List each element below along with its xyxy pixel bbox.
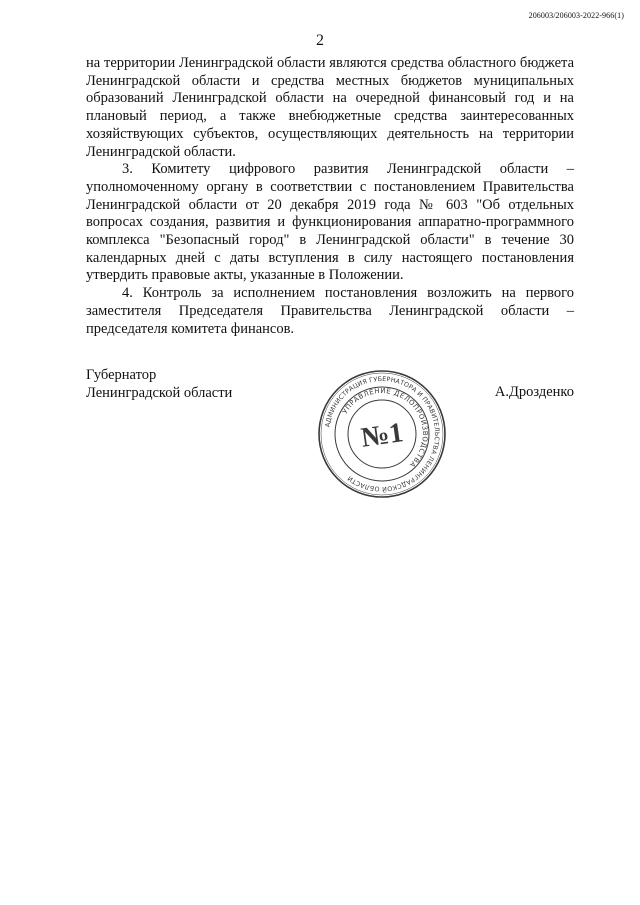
document-id: 206003/206003-2022-966(1) [528, 11, 624, 20]
page-number: 2 [316, 32, 324, 49]
svg-text:УПРАВЛЕНИЕ ДЕЛОПРОИЗВОДСТВА: УПРАВЛЕНИЕ ДЕЛОПРОИЗВОДСТВА [340, 386, 430, 470]
paragraph-item-4: 4. Контроль за исполнением постановления возложить на первого заместителя Председателя Правительства Ленинградской области – председателя комитета финансов. [86, 285, 574, 337]
signatory-title [86, 367, 232, 402]
signatory-title-line-2: Ленинградской области [86, 384, 233, 401]
svg-text:№1: №1 [359, 417, 406, 454]
signatory-title-line-1: Губернатор [86, 367, 157, 383]
official-stamp [316, 368, 448, 500]
paragraph-item-3: 3. Комитету цифрового развития Ленинградской области – уполномоченному органу в соответствии с постановлением Правительства Ленинградской области от 20 декабря 2019 года № 603 "Об отдельных вопросах создания, развития и функционирования аппаратно-программного комплекса "Безопасный город" в Ленинградской области" в течение 30 календарных дней с даты вступления в силу настоящего постановления утвердить правовые акты, указанные в Положении. [86, 161, 574, 284]
document-body [86, 55, 574, 338]
paragraph-continuation: на территории Ленинградской области являются средства областного бюджета Ленинградской области и средства местных бюджетов муниципальных образований Ленинградской области на очередной финансовый год и на плановый период, а также внебюджетные средства заинтересованных хозяйствующих субъектов, осуществляющих деятельность на территории Ленинградской области. [86, 55, 574, 160]
signatory-name: А.Дрозденко [494, 384, 574, 400]
svg-text:АДМИНИСТРАЦИЯ ГУБЕРНАТОРА И ПР: АДМИНИСТРАЦИЯ ГУБЕРНАТОРА И ПРАВИТЕЛЬСТВА ЛЕНИНГРАДСКОЙ ОБЛАСТИ [324, 375, 441, 493]
